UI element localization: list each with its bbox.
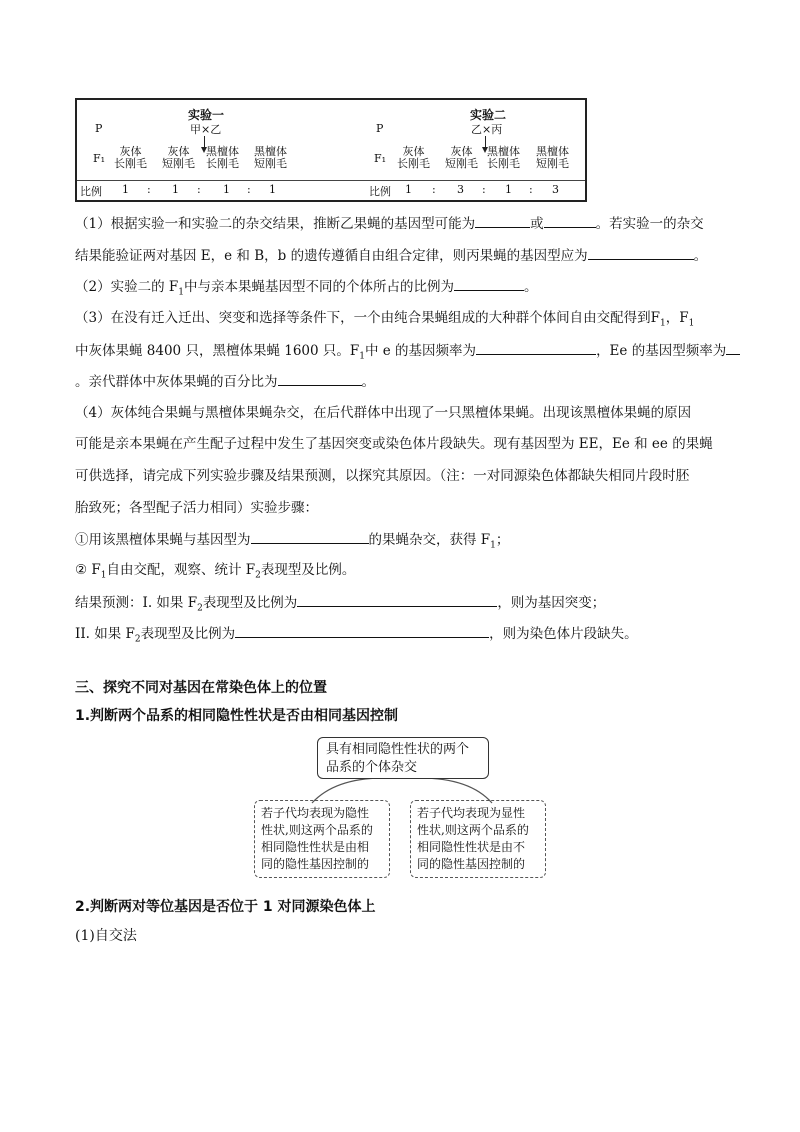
- subsection-1-heading: 1.判断两个品系的相同隐性性状是否由相同基因控制: [75, 708, 399, 724]
- flow-left-line-4: 同的隐性基因控制的: [261, 857, 370, 871]
- q4-line-3: 可供选择，请完成下列实验步骤及结果预测，以探究其原因。（注：一对同源染色体都缺失相同片段时胚: [75, 468, 690, 484]
- step2-text-c: 表现型及比例。: [260, 562, 356, 578]
- q2-text-a: （2）实验二的 F: [75, 279, 179, 295]
- step1-text-c: ；: [495, 532, 510, 548]
- q3-text-e: ，Ee 的基因型频率为: [596, 343, 727, 359]
- q4-line-1: （4）灰体纯合果蝇与黑檀体果蝇杂交，在后代群体中出现了一只黑檀体果蝇。出现该黑檀体果蝇的原因: [75, 405, 692, 421]
- flow-top-box: [317, 737, 489, 779]
- pred1-text-b: 表现型及比例为: [202, 595, 298, 611]
- exp2-ratio-sep-2: :: [482, 183, 486, 196]
- exp2-p-label: P: [376, 122, 384, 135]
- section-heading: 三、探究不同对基因在常染色体上的位置: [75, 680, 327, 696]
- subsection-2-1-label: (1)自交法: [75, 928, 137, 944]
- flow-top-line-2: 品系的个体杂交: [326, 760, 418, 775]
- exp2-phenotype-4: 黑檀体 短刚毛: [536, 145, 569, 170]
- subscript: 2: [134, 634, 141, 645]
- exp1-cross: 甲×乙: [190, 123, 222, 136]
- pred1-text-a: 结果预测：I. 如果 F: [75, 595, 198, 611]
- q4-line-4: 胎致死；各型配子活力相同）实验步骤：: [75, 500, 318, 516]
- pred2-text-b: 表现型及比例为: [140, 626, 236, 642]
- q1-text-e: 。: [693, 248, 708, 264]
- q3-text-f: 。亲代群体中灰体果蝇的百分比为: [75, 374, 278, 390]
- q1-text-d: 结果能验证两对基因 E，e 和 B，b 的遗传遵循自由组合定律，则丙果蝇的基因型应为: [75, 248, 588, 264]
- exp2-title: 实验二: [470, 108, 507, 122]
- exp1-phenotype-4: 黑檀体 短刚毛: [254, 145, 287, 170]
- flow-left-line-2: 性状,则这两个品系的: [261, 823, 373, 837]
- flow-left-line-1: 若子代均表现为隐性: [261, 806, 370, 820]
- q3-text-c: 中灰体果蝇 8400 只，黑檀体果蝇 1600 只。F: [75, 343, 360, 359]
- q3-text-b: ，F: [665, 310, 689, 326]
- flow-left-line-3: 相同隐性性状是由相: [261, 840, 370, 854]
- flow-right-line-4: 同的隐性基因控制的: [417, 857, 526, 871]
- flow-right-box: [410, 800, 546, 878]
- subscript: 1: [659, 318, 666, 329]
- exp1-phenotype-3: 黑檀体 长刚毛: [206, 145, 239, 170]
- pred2-text-c: ，则为染色体片段缺失。: [489, 626, 638, 642]
- exp2-f1-label: F₁: [374, 152, 387, 165]
- step1-text-a: ①用该黑檀体果蝇与基因型为: [75, 532, 251, 548]
- exp1-phenotype-2: 灰体 短刚毛: [162, 145, 195, 170]
- subscript: 2: [255, 570, 261, 581]
- exp2-ratio-sep-3: :: [529, 183, 533, 196]
- exp1-ratio-sep-1: :: [147, 183, 151, 196]
- subscript: 1: [490, 540, 496, 551]
- exp2-phenotype-1: 灰体 长刚毛: [397, 145, 430, 170]
- flow-right-line-2: 性状,则这两个品系的: [417, 823, 529, 837]
- exp2-ratio-4: 3: [552, 183, 559, 196]
- exp2-ratio-sep-1: :: [432, 183, 436, 196]
- q1-text-c: 。若实验一的杂交: [595, 216, 704, 232]
- flow-right-line-3: 相同隐性性状是由不: [417, 840, 526, 854]
- q3-text-d: 中 e 的基因频率为: [364, 343, 477, 359]
- subsection-2-heading: 2.判断两对等位基因是否位于 1 对同源染色体上: [75, 899, 376, 915]
- flow-right-line-1: 若子代均表现为显性: [417, 806, 526, 820]
- q4-line-2: 可能是亲本果蝇在产生配子过程中发生了基因突变或染色体片段缺失。现有基因型为 EE，Ee 和 ee 的果蝇: [75, 436, 713, 452]
- q2-text-c: 。: [523, 279, 538, 295]
- exp2-phenotype-2: 灰体 短刚毛: [445, 145, 478, 170]
- exp1-ratio-label: 比例: [80, 185, 102, 198]
- step2-text-b: 自由交配，观察、统计 F: [106, 562, 256, 578]
- pred2-text-a: II. 如果 F: [75, 626, 135, 642]
- exp1-ratio-1: 1: [122, 183, 129, 196]
- exp1-phenotype-1: 灰体 长刚毛: [114, 145, 147, 170]
- exp2-cross: 乙×丙: [471, 123, 503, 136]
- flow-left-box: [254, 800, 390, 878]
- exp2-ratio-2: 3: [457, 183, 464, 196]
- q3-text-a: （3）在没有迁入迁出、突变和选择等条件下，一个由纯合果蝇组成的大种群个体间自由交配得到F: [75, 310, 660, 326]
- subscript: 2: [197, 603, 203, 614]
- subscript: 1: [100, 570, 107, 581]
- q3-text-g: 。: [361, 374, 375, 390]
- exp2-phenotype-3: 黑檀体 长刚毛: [487, 145, 520, 170]
- exp1-ratio-4: 1: [269, 183, 276, 196]
- exp1-title: 实验一: [188, 108, 225, 122]
- exp2-ratio-label: 比例: [369, 185, 391, 198]
- q2-text-b: 中与亲本果蝇基因型不同的个体所占的比例为: [183, 279, 454, 295]
- flow-top-line-1: 具有相同隐性性状的两个: [326, 742, 470, 757]
- exp1-f1-label: F₁: [93, 152, 106, 165]
- subscript: 1: [359, 351, 365, 362]
- exp1-ratio-3: 1: [223, 183, 230, 196]
- step1-text-b: 的果蝇杂交，获得 F: [368, 532, 491, 548]
- pred1-text-c: ，则为基因突变；: [497, 595, 606, 611]
- q1-text-a: （1）根据实验一和实验二的杂交结果，推断乙果蝇的基因型可能为: [75, 216, 476, 232]
- exp1-p-label: P: [95, 122, 103, 135]
- q1-text-b: 或: [530, 216, 544, 232]
- exp1-ratio-sep-3: :: [247, 183, 251, 196]
- subscript: 1: [688, 318, 695, 329]
- subscript: 1: [178, 287, 184, 298]
- step2-text-a: ② F: [75, 562, 101, 578]
- exp2-ratio-3: 1: [505, 183, 512, 196]
- exp2-ratio-1: 1: [405, 183, 412, 196]
- exp1-ratio-2: 1: [172, 183, 179, 196]
- exp1-ratio-sep-2: :: [197, 183, 201, 196]
